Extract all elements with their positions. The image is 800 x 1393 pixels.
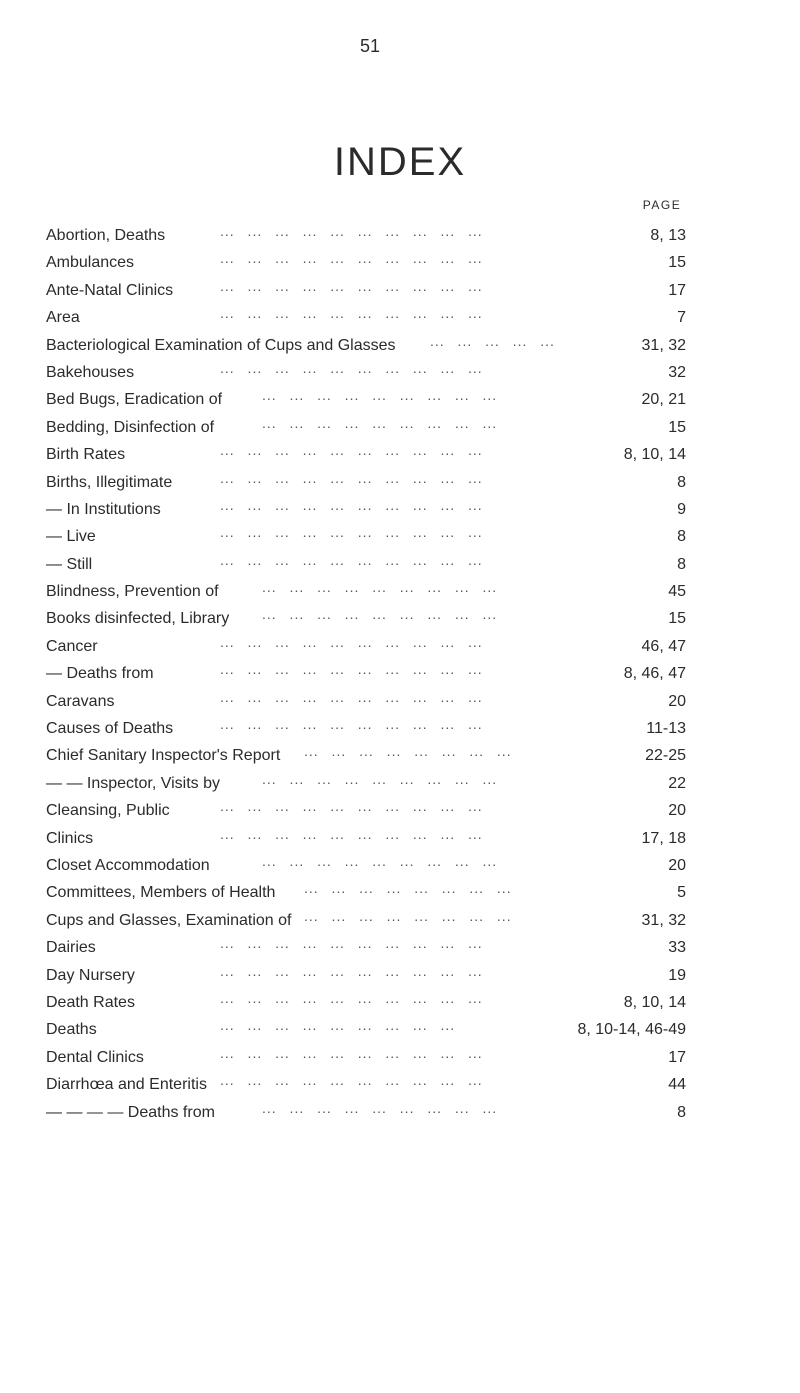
dot-leader: ... ... ... ... ... ... ... ... ... bbox=[262, 414, 498, 431]
index-entry-pages: 20 bbox=[668, 692, 686, 710]
dot-leader: ... ... ... ... ... ... ... ... ... ... bbox=[220, 716, 483, 733]
index-entry-pages: 8, 46, 47 bbox=[623, 665, 686, 683]
index-entry-pages: 31, 32 bbox=[641, 336, 686, 354]
index-entry-label: Day Nursery bbox=[46, 966, 135, 984]
index-entry-pages: 17, 18 bbox=[641, 829, 686, 847]
dot-leader: ... ... ... ... ... bbox=[430, 332, 555, 349]
dot-leader: ... ... ... ... ... ... ... ... ... ... bbox=[220, 524, 483, 541]
index-entry-pages: 22-25 bbox=[645, 747, 686, 765]
index-entry-label: Birth Rates bbox=[46, 446, 126, 464]
dot-leader: ... ... ... ... ... ... ... ... ... ... bbox=[220, 305, 483, 322]
index-entry-pages: 8, 10, 14 bbox=[623, 446, 686, 464]
dot-leader: ... ... ... ... ... ... ... ... ... ... bbox=[220, 825, 483, 842]
dot-leader: ... ... ... ... ... ... ... ... bbox=[304, 907, 512, 924]
index-entry-label: — In Institutions bbox=[46, 500, 161, 518]
index-entry-pages: 15 bbox=[668, 254, 686, 272]
index-list bbox=[46, 222, 686, 1126]
index-entry-pages: 9 bbox=[677, 500, 686, 518]
index-entry-label: — Still bbox=[46, 555, 93, 573]
index-entry-label: Clinics bbox=[46, 829, 94, 847]
dot-leader: ... ... ... ... ... ... ... ... ... ... bbox=[220, 935, 483, 952]
dot-leader: ... ... ... ... ... ... ... ... ... bbox=[262, 852, 498, 869]
dot-leader: ... ... ... ... ... ... ... ... ... ... bbox=[220, 469, 483, 486]
page-column-header: PAGE bbox=[642, 198, 682, 212]
index-entry-label: Cancer bbox=[46, 637, 98, 655]
index-entry-pages: 31, 32 bbox=[641, 911, 686, 929]
index-entry-pages: 46, 47 bbox=[641, 637, 686, 655]
index-entry-label: Books disinfected, Library bbox=[46, 610, 230, 628]
index-title: INDEX bbox=[333, 140, 467, 184]
index-entry-label: Diarrhœa and Enteritis bbox=[46, 1076, 207, 1094]
dot-leader: ... ... ... ... ... ... ... ... ... bbox=[262, 387, 498, 404]
index-entry-pages: 8 bbox=[677, 473, 686, 491]
index-entry-pages: 20 bbox=[668, 802, 686, 820]
dot-leader: ... ... ... ... ... ... ... ... ... bbox=[262, 770, 498, 787]
index-entry-label: — — — — Deaths from bbox=[46, 1103, 215, 1121]
index-entry-label: Bed Bugs, Eradication of bbox=[46, 391, 223, 409]
dot-leader: ... ... ... ... ... ... ... ... ... ... bbox=[220, 359, 483, 376]
dot-leader: ... ... ... ... ... ... ... ... ... bbox=[262, 1099, 498, 1116]
index-entry-label: Closet Accommodation bbox=[46, 856, 210, 874]
dot-leader: ... ... ... ... ... ... ... ... ... ... bbox=[220, 989, 483, 1006]
dot-leader: ... ... ... ... ... ... ... ... ... ... bbox=[220, 1072, 483, 1089]
index-entry-pages: 32 bbox=[668, 363, 686, 381]
index-entry-pages: 33 bbox=[668, 939, 686, 957]
index-entry-label: Bacteriological Examination of Cups and Glasses bbox=[46, 336, 396, 354]
index-entry-label: Death Rates bbox=[46, 993, 135, 1011]
dot-leader: ... ... ... ... ... ... ... ... ... ... bbox=[220, 496, 483, 513]
dot-leader: ... ... ... ... ... ... ... ... ... ... bbox=[220, 1044, 483, 1061]
index-entry-label: Bedding, Disinfection of bbox=[46, 418, 215, 436]
index-entry-label: — Deaths from bbox=[46, 665, 154, 683]
index-entry-label: Abortion, Deaths bbox=[46, 227, 166, 244]
index-entry-pages: 45 bbox=[668, 583, 686, 601]
page-number: 51 bbox=[359, 36, 381, 56]
index-entry-label: Area bbox=[46, 309, 80, 327]
dot-leader: ... ... ... ... ... ... ... ... ... ... bbox=[220, 688, 483, 705]
index-entry-label: Births, Illegitimate bbox=[46, 473, 173, 491]
index-entry-pages: 15 bbox=[668, 610, 686, 628]
index-entry-label: Deaths bbox=[46, 1021, 97, 1039]
index-entry-pages: 8 bbox=[677, 555, 686, 573]
index-entry-pages: 17 bbox=[668, 1048, 686, 1066]
index-entry-label: Blindness, Prevention of bbox=[46, 583, 219, 601]
dot-leader: ... ... ... ... ... ... ... ... ... ... bbox=[220, 551, 483, 568]
index-entry-label: — Live bbox=[46, 528, 96, 546]
dot-leader: ... ... ... ... ... ... ... ... bbox=[304, 880, 512, 897]
index-entry-label: Committees, Members of Health bbox=[46, 884, 276, 902]
dot-leader: ... ... ... ... ... ... ... ... ... ... bbox=[220, 277, 483, 294]
dot-leader: ... ... ... ... ... ... ... ... bbox=[304, 743, 512, 760]
index-entry-pages: 19 bbox=[668, 966, 686, 984]
index-entry-pages: 8, 13 bbox=[650, 227, 686, 244]
index-entry-pages: 5 bbox=[677, 884, 686, 902]
index-entry bbox=[46, 1099, 686, 1126]
dot-leader: ... ... ... ... ... ... ... ... ... ... bbox=[220, 223, 483, 239]
index-entry-pages: 44 bbox=[668, 1076, 686, 1094]
index-entry-pages: 11-13 bbox=[646, 720, 686, 738]
index-entry-label: Ambulances bbox=[46, 254, 135, 272]
index-entry-label: Ante-Natal Clinics bbox=[46, 281, 174, 299]
index-entry-pages: 20, 21 bbox=[641, 391, 686, 409]
dot-leader: ... ... ... ... ... ... ... ... ... ... bbox=[220, 442, 483, 459]
index-entry-pages: 20 bbox=[668, 856, 686, 874]
index-entry-label: Cleansing, Public bbox=[46, 802, 170, 820]
index-entry-label: Causes of Deaths bbox=[46, 720, 174, 738]
index-entry-label: Chief Sanitary Inspector's Report bbox=[46, 747, 281, 765]
index-entry-pages: 17 bbox=[668, 281, 686, 299]
index-entry-label: Caravans bbox=[46, 692, 115, 710]
index-entry-pages: 15 bbox=[668, 418, 686, 436]
index-entry-label: Dairies bbox=[46, 939, 96, 957]
dot-leader: ... ... ... ... ... ... ... ... ... bbox=[262, 579, 498, 596]
dot-leader: ... ... ... ... ... ... ... ... ... ... bbox=[220, 661, 483, 678]
index-entry-pages: 8, 10-14, 46-49 bbox=[577, 1021, 686, 1039]
index-entry-label: — — Inspector, Visits by bbox=[46, 774, 220, 792]
dot-leader: ... ... ... ... ... ... ... ... ... ... bbox=[220, 798, 483, 815]
index-entry-label: Cups and Glasses, Examination of bbox=[46, 911, 292, 929]
index-entry-label: Bakehouses bbox=[46, 363, 135, 381]
index-entry-label: Dental Clinics bbox=[46, 1048, 144, 1066]
index-entry-pages: 22 bbox=[668, 774, 686, 792]
dot-leader: ... ... ... ... ... ... ... ... ... bbox=[220, 1017, 456, 1034]
dot-leader: ... ... ... ... ... ... ... ... ... ... bbox=[220, 633, 483, 650]
index-entry-pages: 8 bbox=[677, 1103, 686, 1121]
dot-leader: ... ... ... ... ... ... ... ... ... bbox=[262, 606, 498, 623]
dot-leader: ... ... ... ... ... ... ... ... ... ... bbox=[220, 250, 483, 267]
index-entry-pages: 7 bbox=[677, 309, 686, 327]
index-entry-pages: 8, 10, 14 bbox=[623, 993, 686, 1011]
dot-leader: ... ... ... ... ... ... ... ... ... ... bbox=[220, 962, 483, 979]
index-entry-pages: 8 bbox=[677, 528, 686, 546]
